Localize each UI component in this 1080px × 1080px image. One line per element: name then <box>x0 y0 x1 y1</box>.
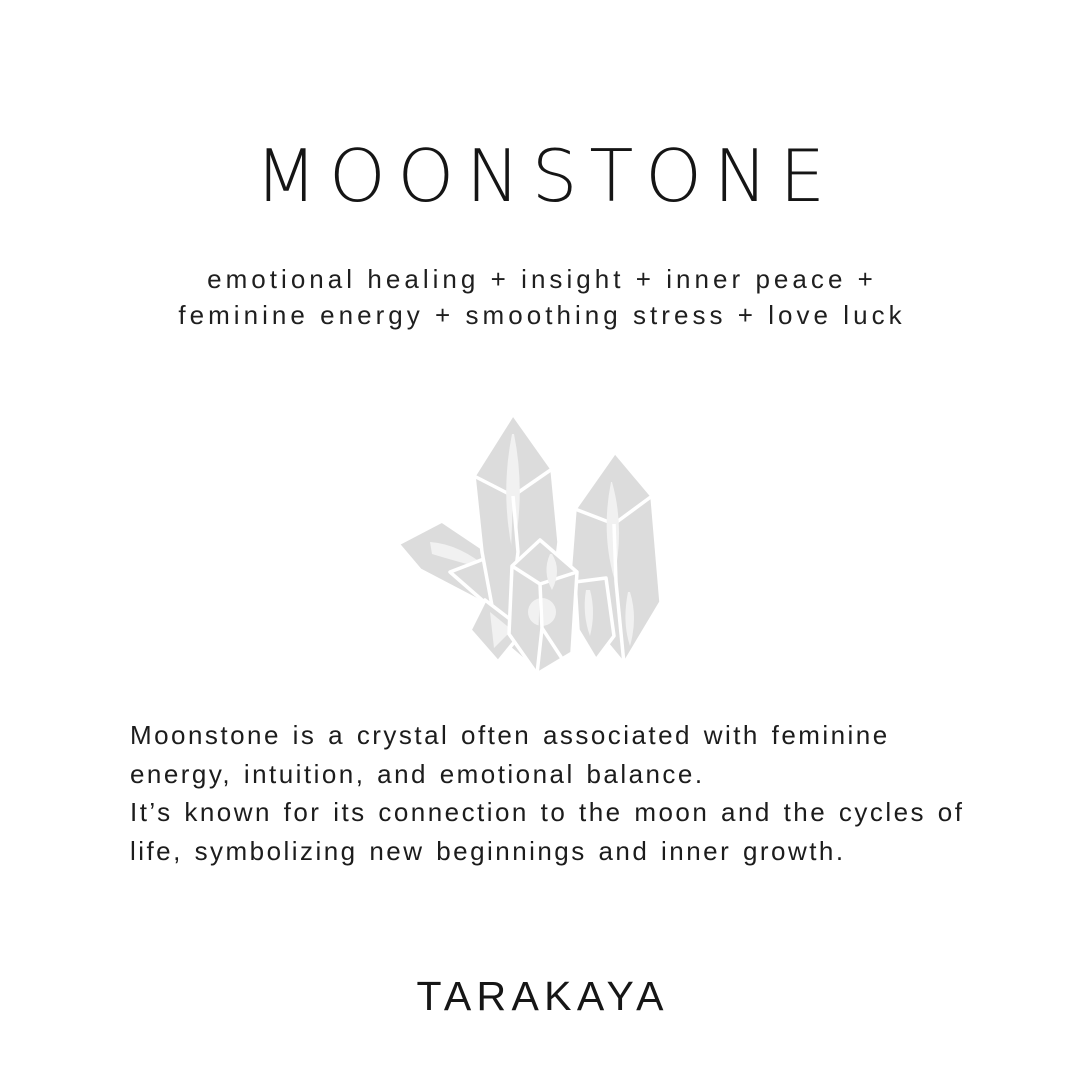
description-line-4: life, symbolizing new beginnings and inner growth. <box>130 835 846 866</box>
description-line-3: It’s known for its connection to the moon and the cycles of <box>130 797 965 827</box>
subtitle-line-1: emotional healing + insight + inner peace + <box>207 264 877 294</box>
page-title: MOONSTONE <box>254 134 837 218</box>
keywords-subtitle <box>0 261 1080 333</box>
description-line-1: Moonstone is a crystal often associated with feminine <box>130 720 890 750</box>
crystal-cluster-illustration <box>390 402 690 692</box>
crystal-cluster-icon <box>390 402 690 692</box>
subtitle-line-2: feminine energy + smoothing stress + love luck <box>178 300 906 330</box>
description-text <box>130 716 980 870</box>
brand-logo-text: TARAKAYA <box>416 973 669 1019</box>
description-line-2: energy, intuition, and emotional balance. <box>130 758 705 789</box>
